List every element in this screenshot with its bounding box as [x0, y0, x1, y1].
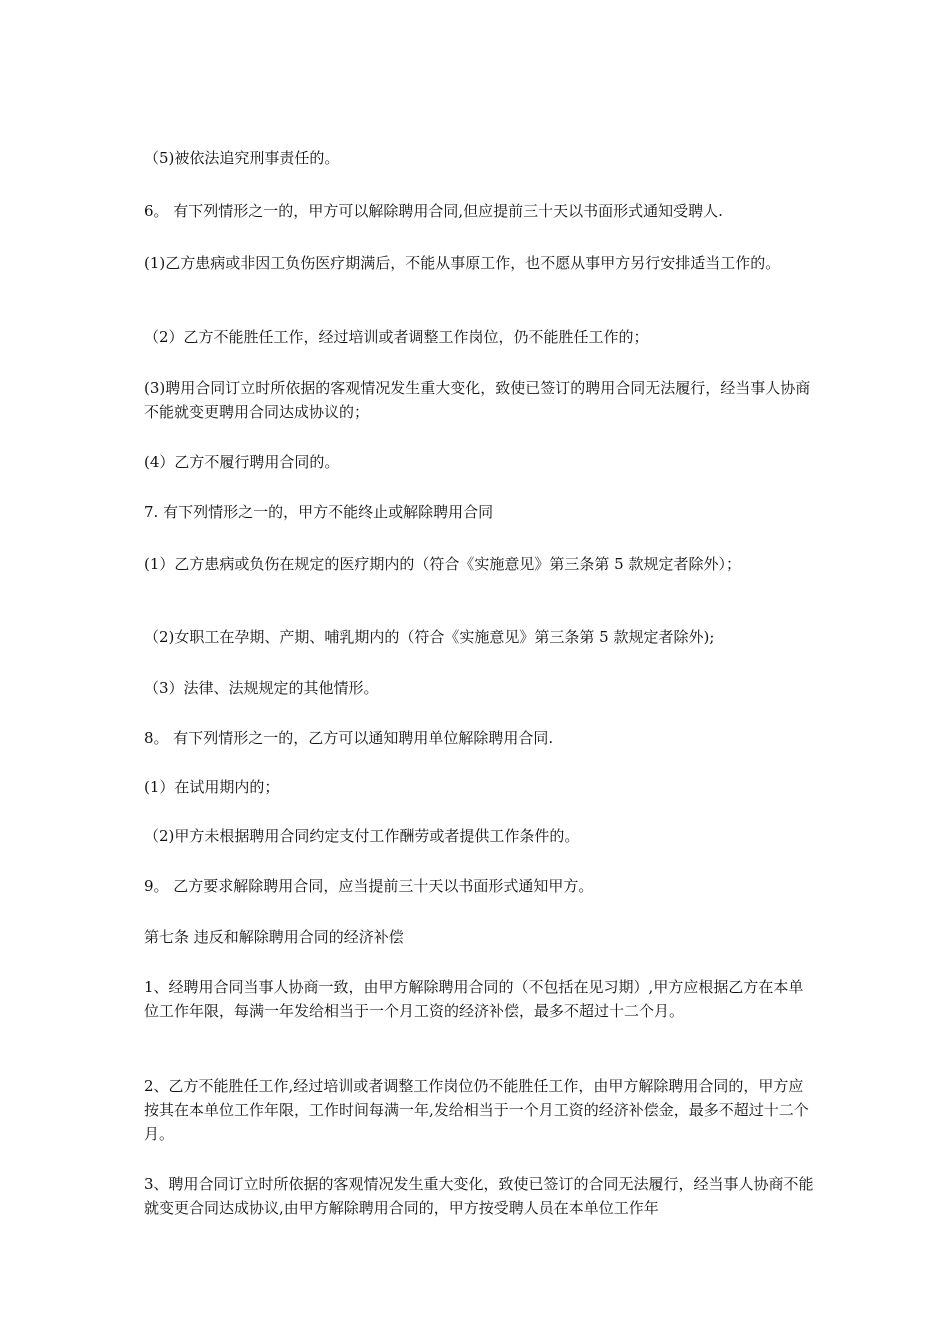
compensation-2: 2、乙方不能胜任工作,经过培训或者调整工作岗位仍不能胜任工作，由甲方解除聘用合同的，甲方应按其在本单位工作年限，工作时间每满一年,发给相当于一个月工资的经济补偿金，最多不超过十二个月。 — [144, 1077, 809, 1143]
paragraph-8-2: （2)甲方未根据聘用合同约定支付工作酬劳或者提供工作条件的。 — [144, 827, 580, 845]
paragraph-6-heading: 6。 有下列情形之一的，甲方可以解除聘用合同,但应提前三十天以书面形式通知受聘人. — [144, 202, 723, 220]
paragraph-7-heading: 7. 有下列情形之一的，甲方不能终止或解除聘用合同 — [144, 503, 494, 521]
paragraph-6-3: (3)聘用合同订立时所依据的客观情况发生重大变化，致使已签订的聘用合同无法履行，经当事人协商不能就变更聘用合同达成协议的； — [144, 379, 811, 421]
paragraph-7-2: （2)女职工在孕期、产期、哺乳期内的（符合《实施意见》第三条第 5 款规定者除外); — [144, 628, 715, 646]
compensation-1: 1、经聘用合同当事人协商一致，由甲方解除聘用合同的（不包括在见习期）,甲方应根据乙方在本单位工作年限，每满一年发给相当于一个月工资的经济补偿，最多不超过十二个月。 — [144, 978, 804, 1020]
paragraph-7-1: (1）乙方患病或负伤在规定的医疗期内的（符合《实施意见》第三条第 5 款规定者除外）； — [144, 555, 741, 573]
compensation-3: 3、聘用合同订立时所依据的客观情况发生重大变化，致使已签订的合同无法履行，经当事人协商不能就变更合同达成协议,由甲方解除聘用合同的，甲方按受聘人员在本单位工作年 — [144, 1175, 814, 1217]
paragraph-6-1: (1)乙方患病或非因工负伤医疗期满后，不能从事原工作，也不愿从事甲方另行安排适当工作的。 — [144, 254, 781, 272]
paragraph-6-4: (4）乙方不履行聘用合同的。 — [144, 453, 340, 471]
paragraph-6-2: （2）乙方不能胜任工作，经过培训或者调整工作岗位，仍不能胜任工作的； — [144, 328, 649, 346]
article-7-heading: 第七条 违反和解除聘用合同的经济补偿 — [144, 928, 404, 946]
paragraph-8-heading: 8。 有下列情形之一的，乙方可以通知聘用单位解除聘用合同. — [144, 729, 554, 747]
paragraph-5-criminal: （5)被依法追究刑事责任的。 — [144, 149, 340, 167]
paragraph-8-1: (1）在试用期内的； — [144, 778, 280, 796]
paragraph-9: 9。 乙方要求解除聘用合同，应当提前三十天以书面形式通知甲方。 — [144, 877, 594, 895]
paragraph-7-3: （3）法律、法规规定的其他情形。 — [144, 679, 379, 697]
